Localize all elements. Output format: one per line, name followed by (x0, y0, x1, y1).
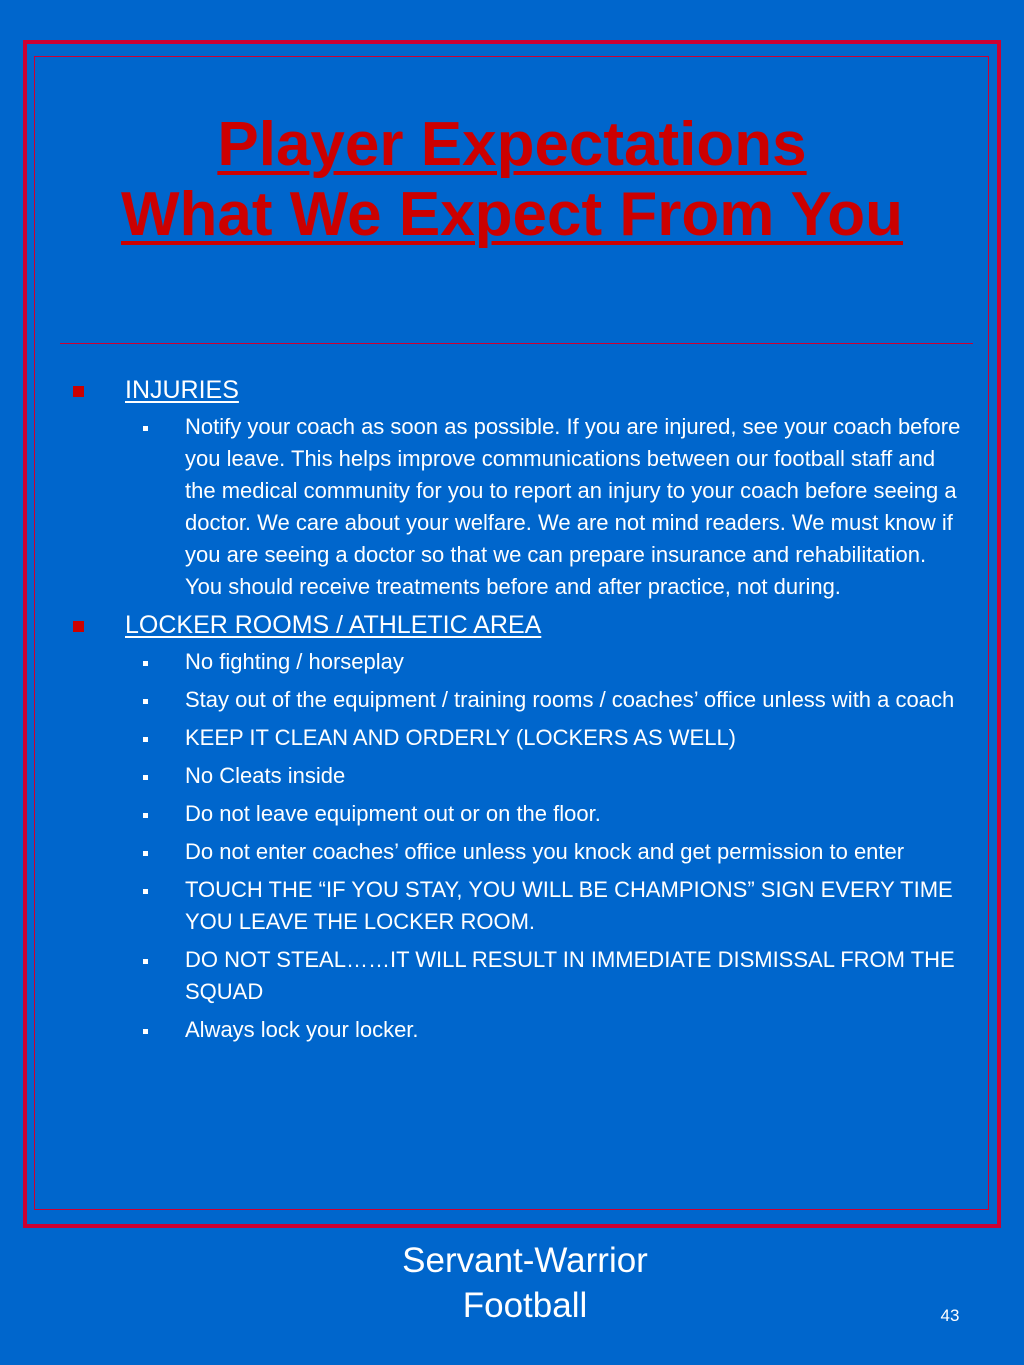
square-bullet-icon (73, 621, 84, 632)
section-locker-rooms (70, 609, 965, 1046)
slide-body (70, 374, 965, 1052)
list-item-text: Do not leave equipment out or on the floor. (185, 801, 601, 826)
title-divider (60, 343, 973, 344)
list-item-text: No fighting / horseplay (185, 649, 404, 674)
list-item (70, 874, 965, 938)
page-number: 43 (940, 1306, 960, 1325)
footer-line-2: Football (462, 1286, 588, 1325)
bullet-list (70, 646, 965, 1046)
small-square-bullet-icon (143, 813, 148, 818)
list-item (70, 1014, 965, 1046)
small-square-bullet-icon (143, 426, 148, 431)
small-square-bullet-icon (143, 661, 148, 666)
list-item (70, 411, 965, 603)
small-square-bullet-icon (143, 775, 148, 780)
list-item-text: DO NOT STEAL……IT WILL RESULT IN IMMEDIATE DISMISSAL FROM THE SQUAD (185, 947, 955, 1004)
section-heading (70, 374, 965, 406)
list-item (70, 798, 965, 830)
list-item (70, 684, 965, 716)
small-square-bullet-icon (143, 959, 148, 964)
list-item (70, 646, 965, 678)
title-line-2: What We Expect From You (121, 180, 903, 249)
section-heading (70, 609, 965, 641)
list-item-text: No Cleats inside (185, 763, 346, 788)
slide-title (40, 110, 984, 250)
small-square-bullet-icon (143, 1029, 148, 1034)
small-square-bullet-icon (143, 737, 148, 742)
list-item (70, 722, 965, 754)
list-item-text: TOUCH THE “IF YOU STAY, YOU WILL BE CHAMPIONS” SIGN EVERY TIME YOU LEAVE THE LOCKER ROOM. (185, 877, 953, 934)
list-item-text: Notify your coach as soon as possible. If you are injured, see your coach before you leave. This helps improve communications between our football staff and the medical community for you to report an injury to your coach before seeing a doctor. We care about your welfare. We are not mind readers. We must know if you are seeing a doctor so that we can prepare insurance and rehabilitation. You should receive treatments before and after practice, not during. (185, 414, 961, 599)
slide-footer (360, 1238, 690, 1328)
list-item-text: Do not enter coaches’ office unless you knock and get permission to enter (185, 839, 905, 864)
list-item-text: Always lock your locker. (185, 1017, 419, 1042)
title-line-1: Player Expectations (217, 110, 807, 179)
list-item-text: Stay out of the equipment / training rooms / coaches’ office unless with a coach (185, 687, 955, 712)
bullet-list (70, 411, 965, 603)
small-square-bullet-icon (143, 889, 148, 894)
list-item (70, 944, 965, 1008)
footer-line-1: Servant-Warrior (402, 1241, 648, 1280)
section-heading-text: INJURIES (125, 376, 239, 404)
list-item (70, 760, 965, 792)
square-bullet-icon (73, 386, 84, 397)
small-square-bullet-icon (143, 851, 148, 856)
small-square-bullet-icon (143, 699, 148, 704)
section-injuries (70, 374, 965, 603)
section-heading-text: LOCKER ROOMS / ATHLETIC AREA (125, 611, 542, 639)
list-item-text: KEEP IT CLEAN AND ORDERLY (LOCKERS AS WELL) (185, 725, 736, 750)
list-item (70, 836, 965, 868)
